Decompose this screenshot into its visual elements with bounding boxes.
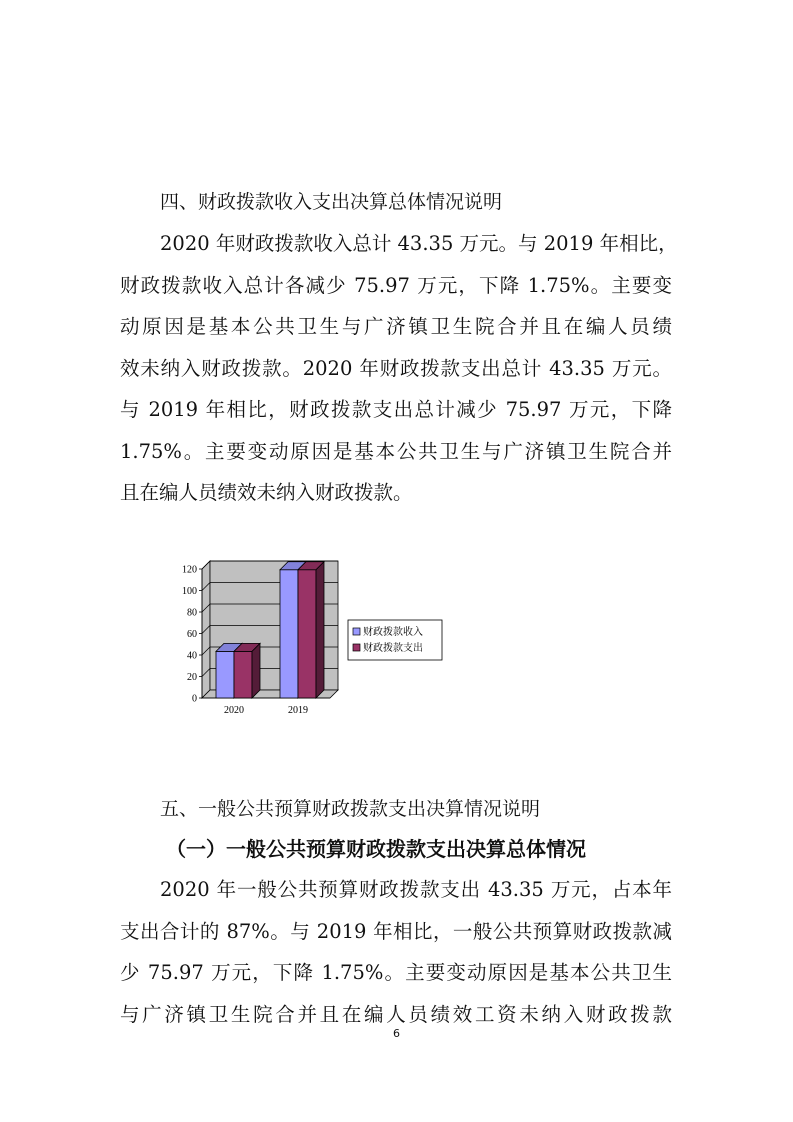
legend-label: 财政拨款支出 [363, 643, 423, 654]
paragraph-line: 2020 年一般公共预算财政拨款支出 43.35 万元，占本年 [160, 878, 672, 901]
bar-front [216, 651, 234, 698]
page-number: 6 [393, 1027, 400, 1040]
y-tick-label: 0 [192, 693, 197, 705]
bar-side [252, 643, 260, 698]
y-tick-label: 100 [182, 586, 197, 597]
section-5-paragraph [120, 869, 672, 1035]
bar-front [298, 570, 316, 698]
paragraph-line: 效未纳入财政拨款。2020 年财政拨款支出总计 43.35 万元。 [120, 356, 672, 380]
paragraph-line: 少 75.97 万元，下降 1.75%。主要变动原因是基本公共卫生 [120, 961, 672, 984]
bar-side [316, 562, 324, 698]
paragraph-line: 支出合计的 87%。与 2019 年相比，一般公共预算财政拨款减 [120, 919, 672, 943]
x-tick-label: 2019 [288, 705, 308, 716]
paragraph-line: 1.75%。主要变动原因是基本公共卫生与广济镇卫生院合并 [120, 439, 672, 463]
y-tick-label: 80 [187, 607, 197, 619]
x-tick-label: 2020 [224, 705, 244, 716]
paragraph-line: 财政拨款收入总计各减少 75.97 万元，下降 1.75%。主要变 [120, 273, 672, 297]
fiscal-appropriation-bar-chart [170, 558, 460, 718]
section-5-subheading: （一）一般公共预算财政拨款支出决算总体情况 [166, 837, 586, 861]
section-4-paragraph [120, 223, 678, 514]
paragraph-line: 2020 年财政拨款收入总计 43.35 万元。与 2019 年相比， [160, 232, 678, 255]
y-tick-label: 60 [187, 629, 197, 640]
legend-label: 财政拨款收入 [363, 627, 423, 638]
paragraph-line: 动原因是基本公共卫生与广济镇卫生院合并且在编人员绩 [120, 315, 672, 338]
paragraph-line: 与广济镇卫生院合并且在编人员绩效工资未纳入财政拨款 [120, 1002, 672, 1026]
bar-front [280, 570, 298, 698]
paragraph-line: 且在编人员绩效未纳入财政拨款。 [120, 481, 413, 504]
paragraph-line: 与 2019 年相比，财政拨款支出总计减少 75.97 万元，下降 [120, 398, 672, 421]
legend-box [348, 620, 442, 660]
bar-front [234, 651, 252, 698]
legend-swatch [353, 644, 360, 651]
y-tick-label: 40 [187, 650, 197, 662]
y-tick-label: 120 [182, 564, 197, 576]
section-4-heading: 四、财政拨款收入支出决算总体情况说明 [160, 191, 503, 213]
legend-swatch [353, 628, 360, 635]
y-tick-label: 20 [187, 672, 197, 683]
section-5-heading: 五、一般公共预算财政拨款支出决算情况说明 [160, 798, 541, 820]
